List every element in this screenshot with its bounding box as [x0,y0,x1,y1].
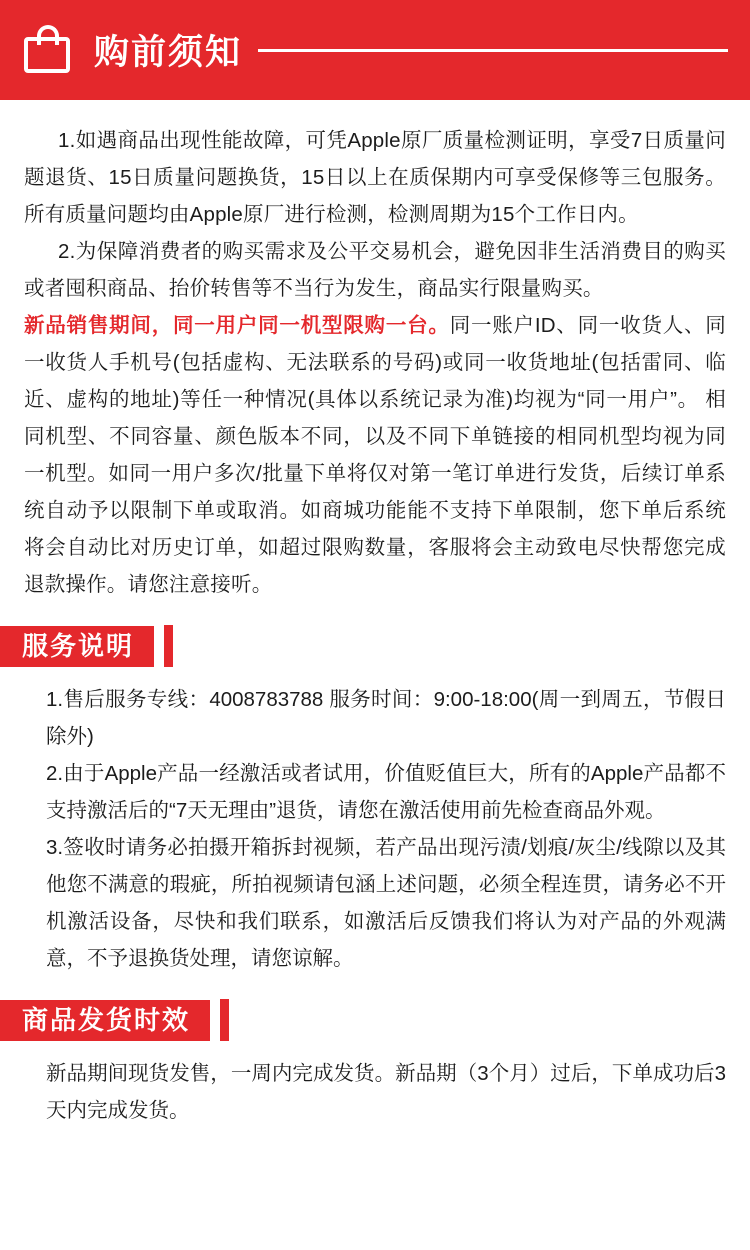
notice-paragraph-3 [24,307,726,603]
notice-section [0,100,750,667]
shipping-section [0,999,750,1041]
list-item: 3.签收时请务必拍摄开箱拆封视频，若产品出现污渍/划痕/灰尘/线隙以及其他您不满意的瑕疵，所拍视频请包涵上述问题，必须全程连贯，请务必不开机激活设备，尽快和我们联系，如激活后反馈我们将认为对产品的外观满意，不予退换货处理，请您谅解。 [46,836,726,970]
banner-divider [258,49,728,52]
service-title-accent-bar [164,625,173,667]
shopping-bag-icon [22,23,76,77]
shipping-section-title: 商品发货时效 [0,1000,210,1041]
page-banner [0,0,750,100]
notice-paragraph-1: 1.如遇商品出现性能故障，可凭Apple原厂质量检测证明，享受7日质量问题退货、15日质量问题换货，15日以上在质保期内可享受保修等三包服务。所有质量问题均由Apple原厂进行检测，检测周期为15个工作日内。 [24,129,726,226]
shipping-text: 新品期间现货发售，一周内完成发货。新品期（3个月）过后，下单成功后3天内完成发货。 [46,1062,726,1122]
notice-paragraph-2: 2.为保障消费者的购买需求及公平交易机会，避免因非生活消费目的购买或者囤积商品、抬价转售等不当行为发生，商品实行限量购买。 [24,240,726,300]
limit-purchase-highlight: 新品销售期间，同一用户同一机型限购一台。 [24,314,450,337]
service-section-title: 服务说明 [0,626,154,667]
notice-paragraph-3-rest: 同一账户ID、同一收货人、同一收货人手机号(包括虚构、无法联系的号码)或同一收货地址(包括雷同、临近、虚构的地址)等任一种情况(具体以系统记录为准)均视为“同一用户”。 相同机型、不同容量、颜色版本不同，以及不同下单链接的相同机型均视为同一机型。如同一用户多次/批量下单将仅对第一笔订单进行发货，后续订单系统自动予以限制下单或取消。如商城功能能不支持下单限制，您下单后系统将会自动比对历史订单，如超过限购数量，客服将会主动致电尽快帮您完成退款操作。请您注意接听。 [24,314,726,596]
shipping-section-header [0,999,726,1041]
banner-title: 购前须知 [94,33,243,72]
shipping-section-body [0,1041,750,1129]
service-section-body [0,667,750,977]
list-item: 1.售后服务专线：4008783788 服务时间：9:00-18:00(周一到周五，节假日除外) [46,688,726,748]
service-section-header [0,625,726,667]
shipping-title-accent-bar [220,999,229,1041]
list-item: 2.由于Apple产品一经激活或者试用，价值贬值巨大，所有的Apple产品都不支持激活后的“7天无理由”退货，请您在激活使用前先检查商品外观。 [46,762,726,822]
